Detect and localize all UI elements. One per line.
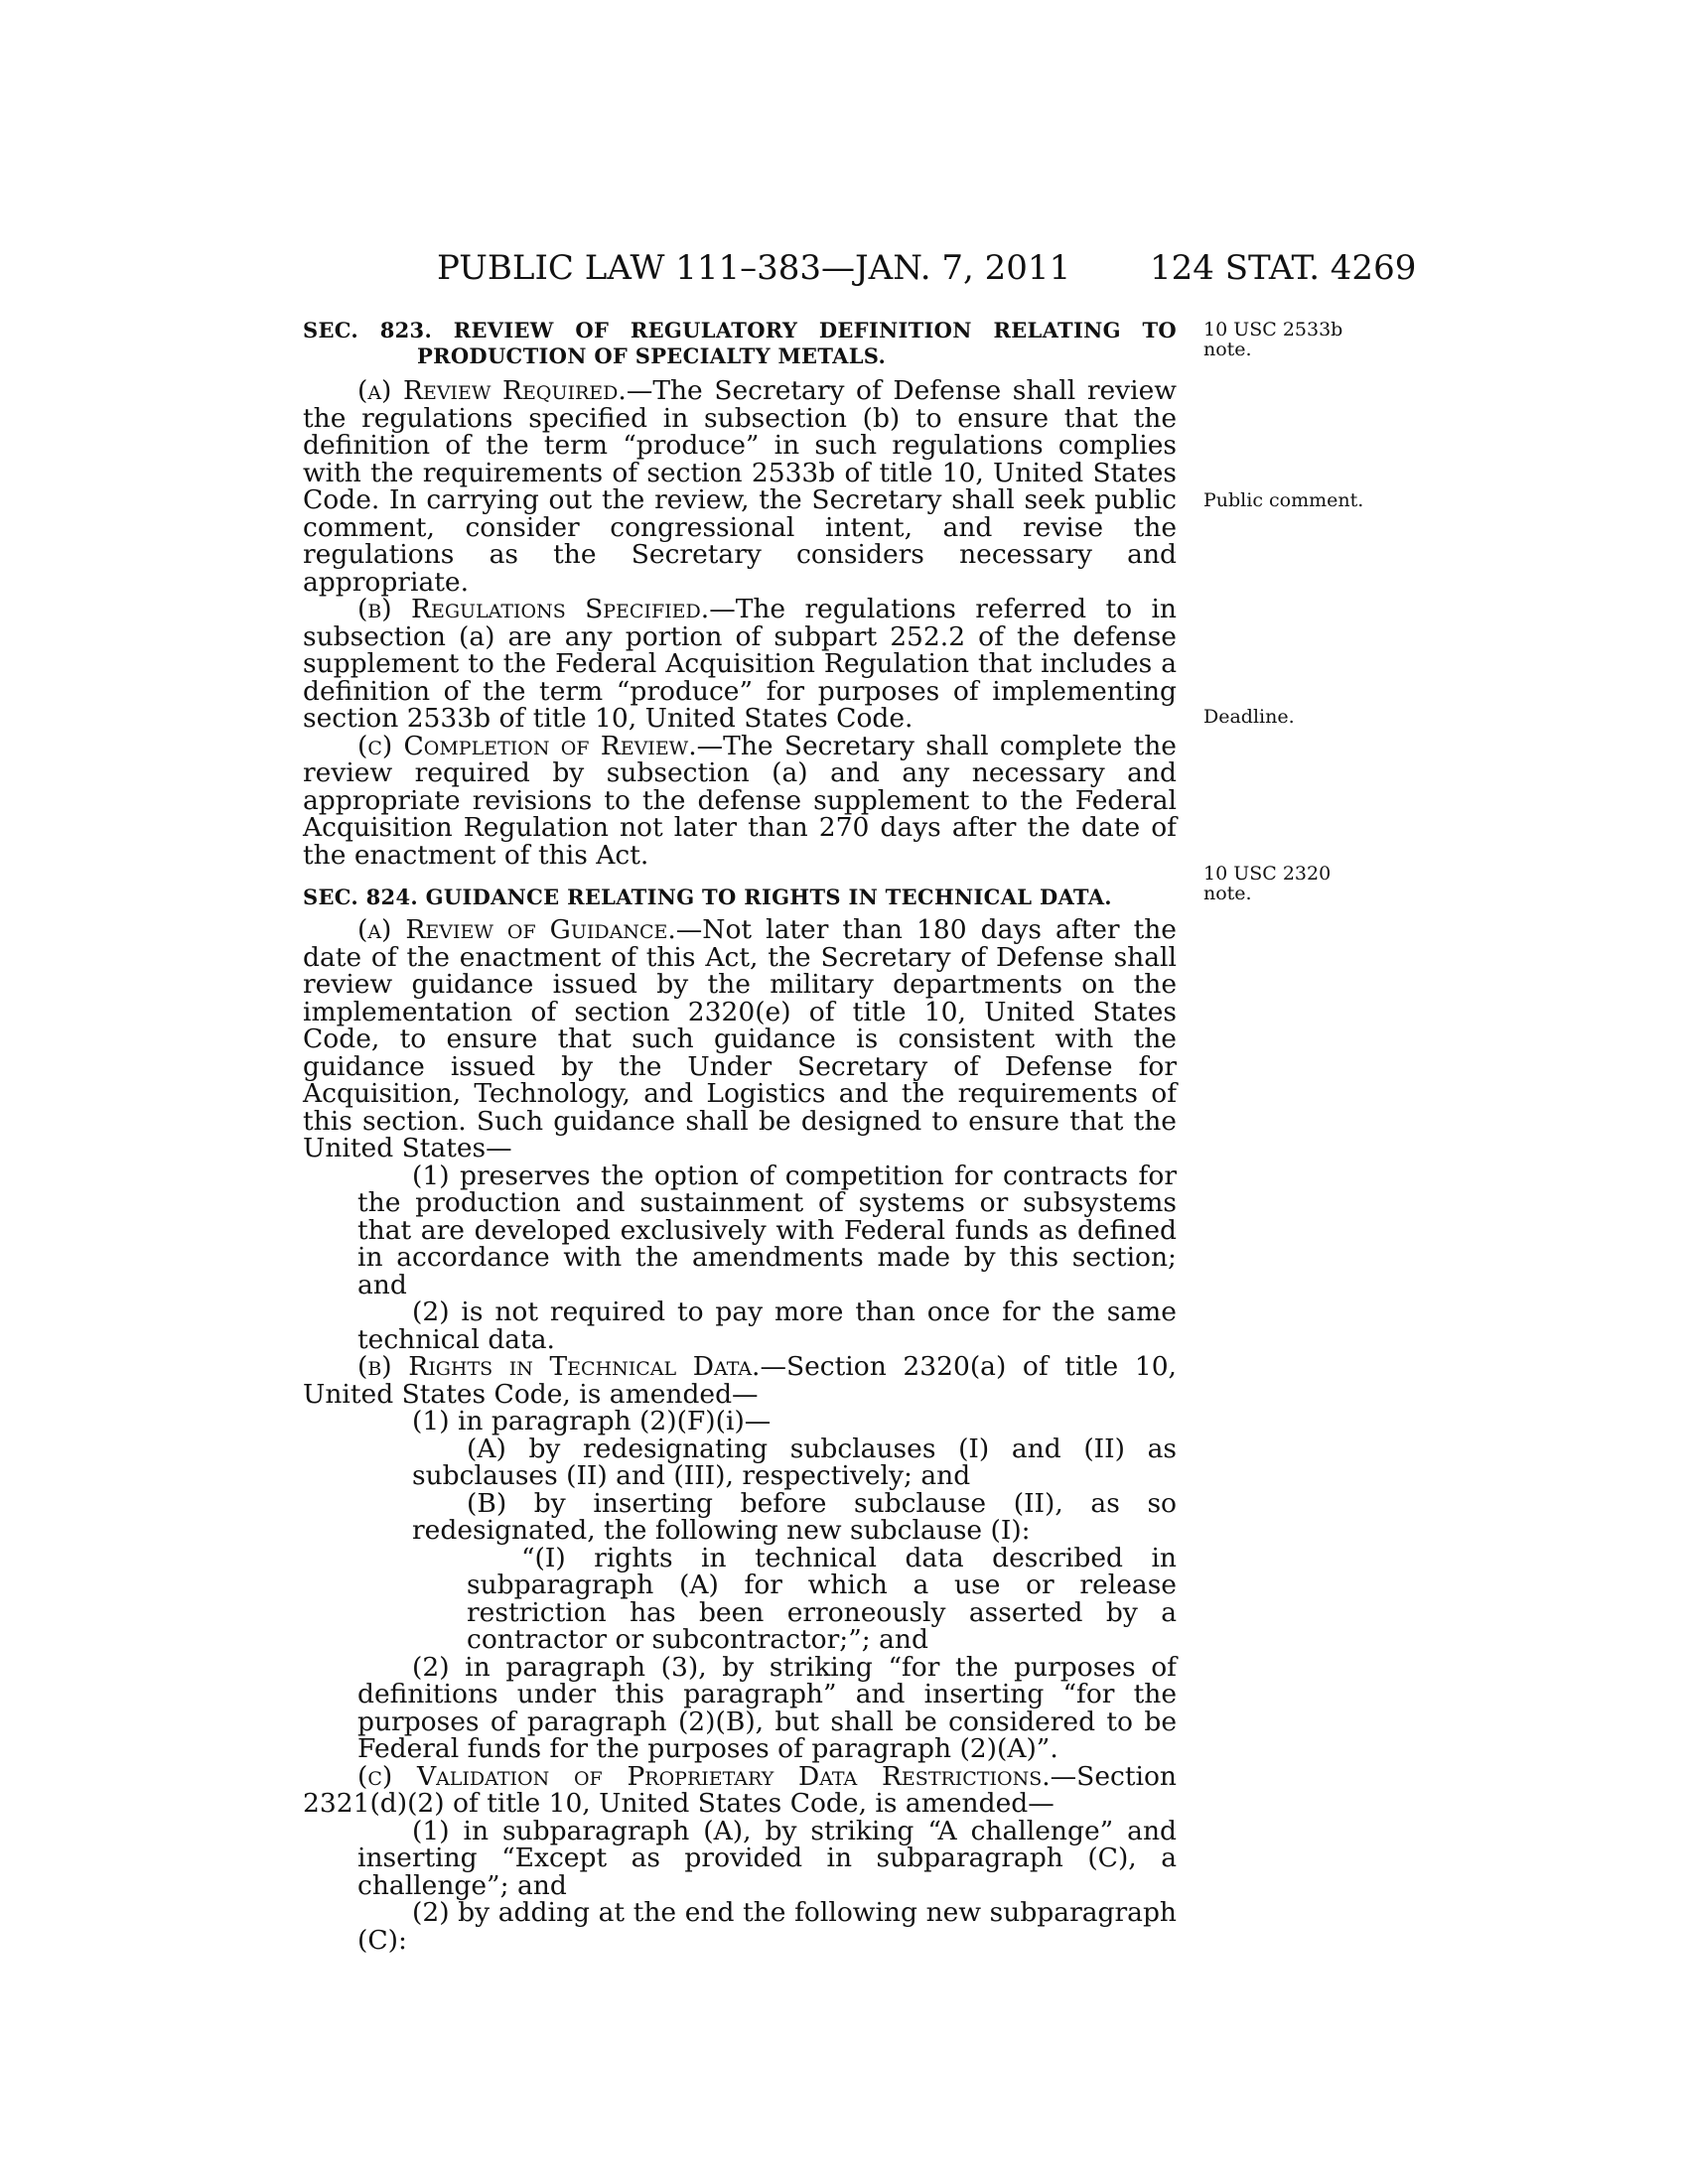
sec-824-a-paragraph-1: (1) preserves the option of competition for contracts for the production and sustainment of systems or subsystems that are developed exclusively with Federal funds as defined in accordance with the amendments made by this section; and	[357, 1160, 1177, 1300]
sec-824-b-paragraph-1: (1) in paragraph (2)(F)(i)—	[412, 1406, 772, 1436]
sec-824-heading: SEC. 824. GUIDANCE RELATING TO RIGHTS IN TECHNICAL DATA.	[303, 885, 1112, 909]
sec-824-c-label: (c) Validation of Proprietary Data Restrictions.	[357, 1760, 1051, 1792]
sec-823-subsection-b	[303, 596, 1177, 733]
sec-824-a-label: (a) Review of Guidance.	[357, 914, 676, 945]
sec-824-b-1-subparagraph-a: (A) by redesignating subclauses (I) and (II) as subclauses (II) and (III), respectively; and	[412, 1433, 1177, 1491]
sec-823-subsection-a	[303, 377, 1177, 596]
sec-823-heading: SEC. 823. REVIEW OF REGULATORY DEFINITION RELATING TO PRODUCTION OF SPECIALTY METALS.	[303, 318, 1177, 368]
running-header-stat-page: 124 STAT. 4269	[1150, 248, 1417, 288]
sec-824-a-paragraph-2: (2) is not required to pay more than once for the same technical data.	[357, 1297, 1177, 1355]
margin-note-usc-2533b: 10 USC 2533b note.	[1203, 319, 1343, 360]
sec-824-quoted-subclause-i: “(I) rights in technical data described in subparagraph (A) for which a use or release restriction has been erroneously asserted by a contractor or subcontractor;”; and	[467, 1542, 1177, 1655]
sec-824-subsection-c	[303, 1760, 1177, 1819]
sec-824-b-1-subparagraph-b: (B) by inserting before subclause (II), as so redesignated, the following new subclause (I):	[412, 1487, 1177, 1546]
sec-824-c-paragraph-2: (2) by adding at the end the following new subparagraph (C):	[357, 1897, 1177, 1956]
sec-823-c-text: —The Secretary shall complete the review required by subsection (a) and any necessary and appropriate revisions to the defense supplement to the Federal Acquisition Regulation not later than 270 days after the date of the enactment of this Act.	[303, 730, 1177, 871]
margin-note-deadline: Deadline.	[1203, 706, 1295, 728]
sec-824-b-text: —Section 2320(a) of title 10, United States Code, is amended—	[303, 1351, 1177, 1410]
margin-note-usc-2320: 10 USC 2320 note.	[1203, 863, 1332, 904]
sec-824-subsection-a	[303, 916, 1177, 1162]
sec-824-a-text: —Not later than 180 days after the date of the enactment of this Act, the Secretary of Defense shall review guidance issued by the military departments on the implementation of section 2320(e) of title 10, United States Code, to ensure that such guidance is consistent with the guidance issued by the Under Secretary of Defense for Acquisition, Technology, and Logistics and the requirements of this section. Such guidance shall be designed to ensure that the United States—	[303, 914, 1177, 1163]
sec-823-c-label: (c) Completion of Review.	[357, 730, 697, 761]
sec-823-b-text: —The regulations referred to in subsection (a) are any portion of subpart 252.2 of the defense supplement to the Federal Acquisition Regulation that includes a definition of the term “produce” for purposes of implementing section 2533b of title 10, United States Code.	[303, 594, 1177, 734]
body-text	[303, 318, 1177, 1954]
sec-823-a-text: —The Secretary of Defense shall review the regulations specified in subsection (b) to ensure that the definition of the term “produce” in such regulations complies with the requirements of section 2533b of title 10, United States Code. In carrying out the review, the Secretary shall seek public comment, consider congressional intent, and revise the regulations as the Secretary considers necessary and appropriate.	[303, 375, 1177, 598]
sec-824-b-paragraph-2: (2) in paragraph (3), by striking “for the purposes of definitions under this paragraph” and inserting “for the purposes of paragraph (2)(B), but shall be considered to be Federal funds for the purposes of paragraph (2)(A)”.	[357, 1651, 1177, 1764]
sec-823-a-label: (a) Review Required.	[357, 375, 627, 406]
sec-824-b-label: (b) Rights in Technical Data.	[357, 1351, 761, 1382]
sec-823-b-label: (b) Regulations Specified.	[357, 594, 710, 624]
running-header-title: PUBLIC LAW 111–383—JAN. 7, 2011	[437, 248, 1071, 288]
margin-note-public-comment: Public comment.	[1203, 489, 1364, 511]
sec-823-subsection-c	[303, 730, 1177, 871]
sec-824-subsection-b	[303, 1353, 1177, 1408]
sec-824-c-paragraph-1: (1) in subparagraph (A), by striking “A challenge” and inserting “Except as provided in subparagraph (C), a challenge”; and	[357, 1815, 1177, 1901]
sec-824-c-text: —Section 2321(d)(2) of title 10, United States Code, is amended—	[303, 1760, 1177, 1819]
